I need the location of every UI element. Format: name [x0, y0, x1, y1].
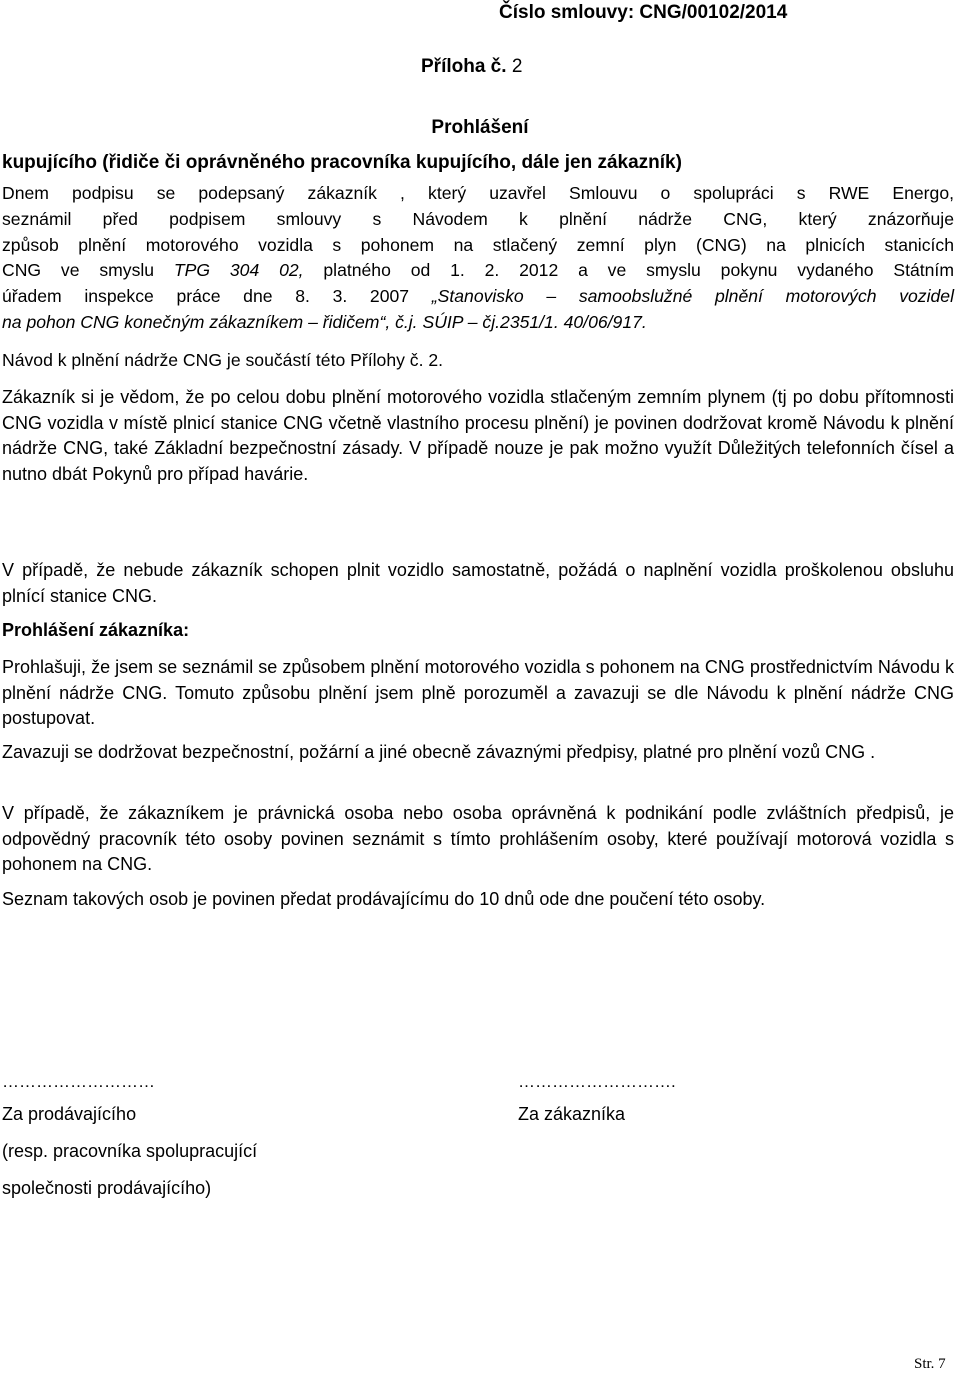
annex-label: Příloha č.	[421, 56, 507, 77]
seller-signature-note: společnosti prodávajícího)	[2, 1178, 212, 1198]
regulation-reference: TPG 304 02,	[173, 260, 304, 281]
intro-line: Dnem podpisu se podepsaný zákazník , který uzavřel Smlouvu o spolupráci s RWE Energo,	[2, 183, 954, 203]
intro-line	[2, 284, 954, 310]
intro-line	[2, 258, 954, 284]
customer-signature-label: Za zákazníka	[518, 1104, 626, 1124]
page-number: Str. 7	[914, 1356, 946, 1372]
contract-number: Číslo smlouvy: CNG/00102/2014	[499, 2, 788, 23]
safety-paragraph: Zavazuji se dodržovat bezpečnostní, požární a jiné obecně závaznými předpisy, platné pro plnění vozů CNG .	[2, 742, 876, 762]
document-title: Prohlášení	[431, 117, 529, 138]
seller-signature-note: (resp. pracovníka spolupracující	[2, 1141, 258, 1161]
legal-entity-paragraph: V případě, že zákazníkem je právnická osoba nebo osoba oprávněná k podnikání podle zvláštních předpisů, je odpovědný pracovník této osoby povinen seznámit s tímto prohlášením osoby, které používají motorová vozidla s pohonem na CNG.	[2, 803, 954, 875]
customer-signature-line: ……………………….	[518, 1072, 676, 1091]
declaration-paragraph: Prohlašuji, že jsem se seznámil se způsobem plnění motorového vozidla s pohonem na CNG prostřednictvím Návodu k plnění nádrže CNG. Tomuto způsobu plnění jsem plně porozuměl a zavazuji se dle Návodu k plnění nádrže CNG postupovat.	[2, 657, 954, 729]
seller-signature-label: Za prodávajícího	[2, 1104, 137, 1124]
list-paragraph: Seznam takových osob je povinen předat prodávajícímu do 10 dnů ode dne poučení této osoby.	[2, 889, 766, 909]
seller-signature-line: ………………………	[2, 1072, 155, 1091]
intro-line	[2, 310, 954, 336]
intro-text: CNG ve smyslu	[2, 260, 174, 281]
intro-line: způsob plnění motorového vozidla s pohonem na stlačený zemní plyn (CNG) na plnicích stanicích	[2, 234, 954, 255]
awareness-paragraph: Zákazník si je vědom, že po celou dobu plnění motorového vozidla stlačeným zemním plynem (tj po dobu přítomnosti CNG vozidla v místě plnicí stanice CNG včetně vlastního procesu plnění) je povinen dodržovat kromě Návodu k plnění nádrže CNG, také Základní bezpečnostní zásady. V případě nouze je pak možno využít Důležitých telefonních čísel a nutno dbát Pokynů pro případ havárie.	[2, 387, 954, 484]
opinion-title: na pohon CNG konečným zákazníkem – řidičem“, č.j. SÚIP – čj.2351/1. 40/06/917.	[2, 311, 647, 332]
assistance-paragraph: V případě, že nebude zákazník schopen plnit vozidlo samostatně, požádá o naplnění vozidla proškolenou obsluhu plnící stanice CNG.	[2, 560, 954, 606]
intro-text: úřadem inspekce práce dne 8. 3. 2007	[2, 286, 410, 307]
opinion-title: „Stanovisko – samoobslužné plnění motorových vozidel	[409, 286, 954, 307]
intro-text: platného od 1. 2. 2012 a ve smyslu pokynu vydaného Státním	[303, 260, 954, 281]
annex-heading	[421, 56, 522, 78]
intro-line: seznámil před podpisem smlouvy s Návodem k plnění nádrže CNG, který znázorňuje	[2, 208, 954, 229]
intro-paragraph	[2, 181, 954, 336]
annex-note: Návod k plnění nádrže CNG je součástí této Přílohy č. 2.	[2, 350, 444, 370]
document-subtitle: kupujícího (řidiče či oprávněného pracovníka kupujícího, dále jen zákazník)	[2, 152, 682, 173]
customer-declaration-heading: Prohlášení zákazníka:	[2, 620, 190, 640]
annex-number: 2	[511, 56, 523, 77]
